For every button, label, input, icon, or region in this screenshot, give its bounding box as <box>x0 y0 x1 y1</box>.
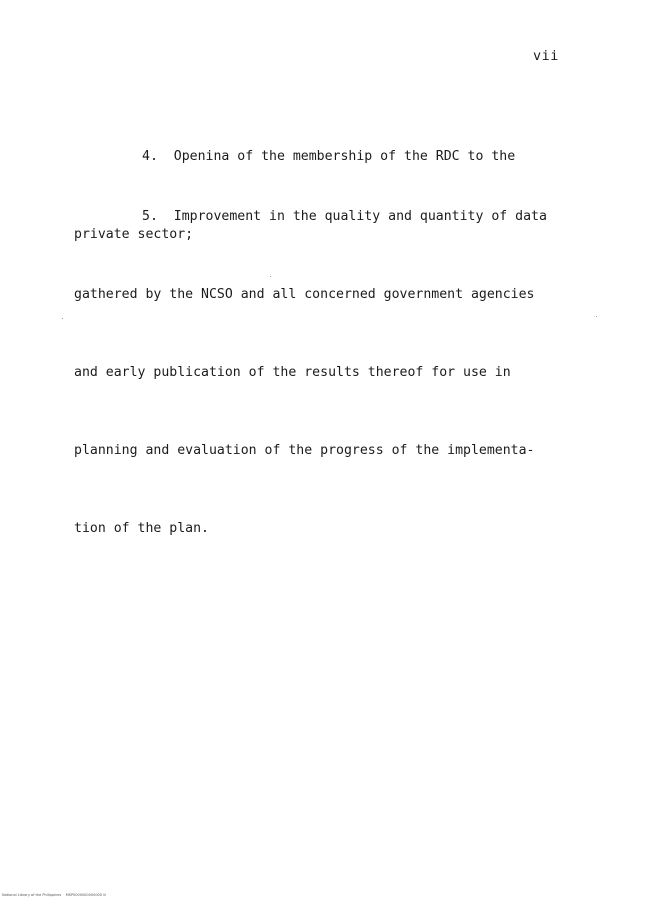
list-item-5-line-1: 5. Improvement in the quality and quantity of data <box>142 209 547 224</box>
scan-speck <box>596 316 597 317</box>
list-item-5-line-2: gathered by the NCSO and all concerned government agencies <box>74 287 535 302</box>
list-item-4-line-2: private sector; <box>74 227 194 242</box>
scan-speck <box>270 276 271 277</box>
list-item-5-line-3: and early publication of the results thereof for use in <box>74 365 511 380</box>
list-item-5-line-4: planning and evaluation of the progress of the implementa- <box>74 443 535 458</box>
list-item-4-line-1: 4. Openina of the membership of the RDC to the <box>142 149 516 164</box>
list-item-5-line-5: tion of the plan. <box>74 521 209 536</box>
list-item-5 <box>74 152 574 594</box>
scan-footer: National Library of the Philippines MSP0000000000000 iii <box>2 893 107 897</box>
page-number: vii <box>533 48 559 64</box>
scan-speck <box>62 318 63 319</box>
